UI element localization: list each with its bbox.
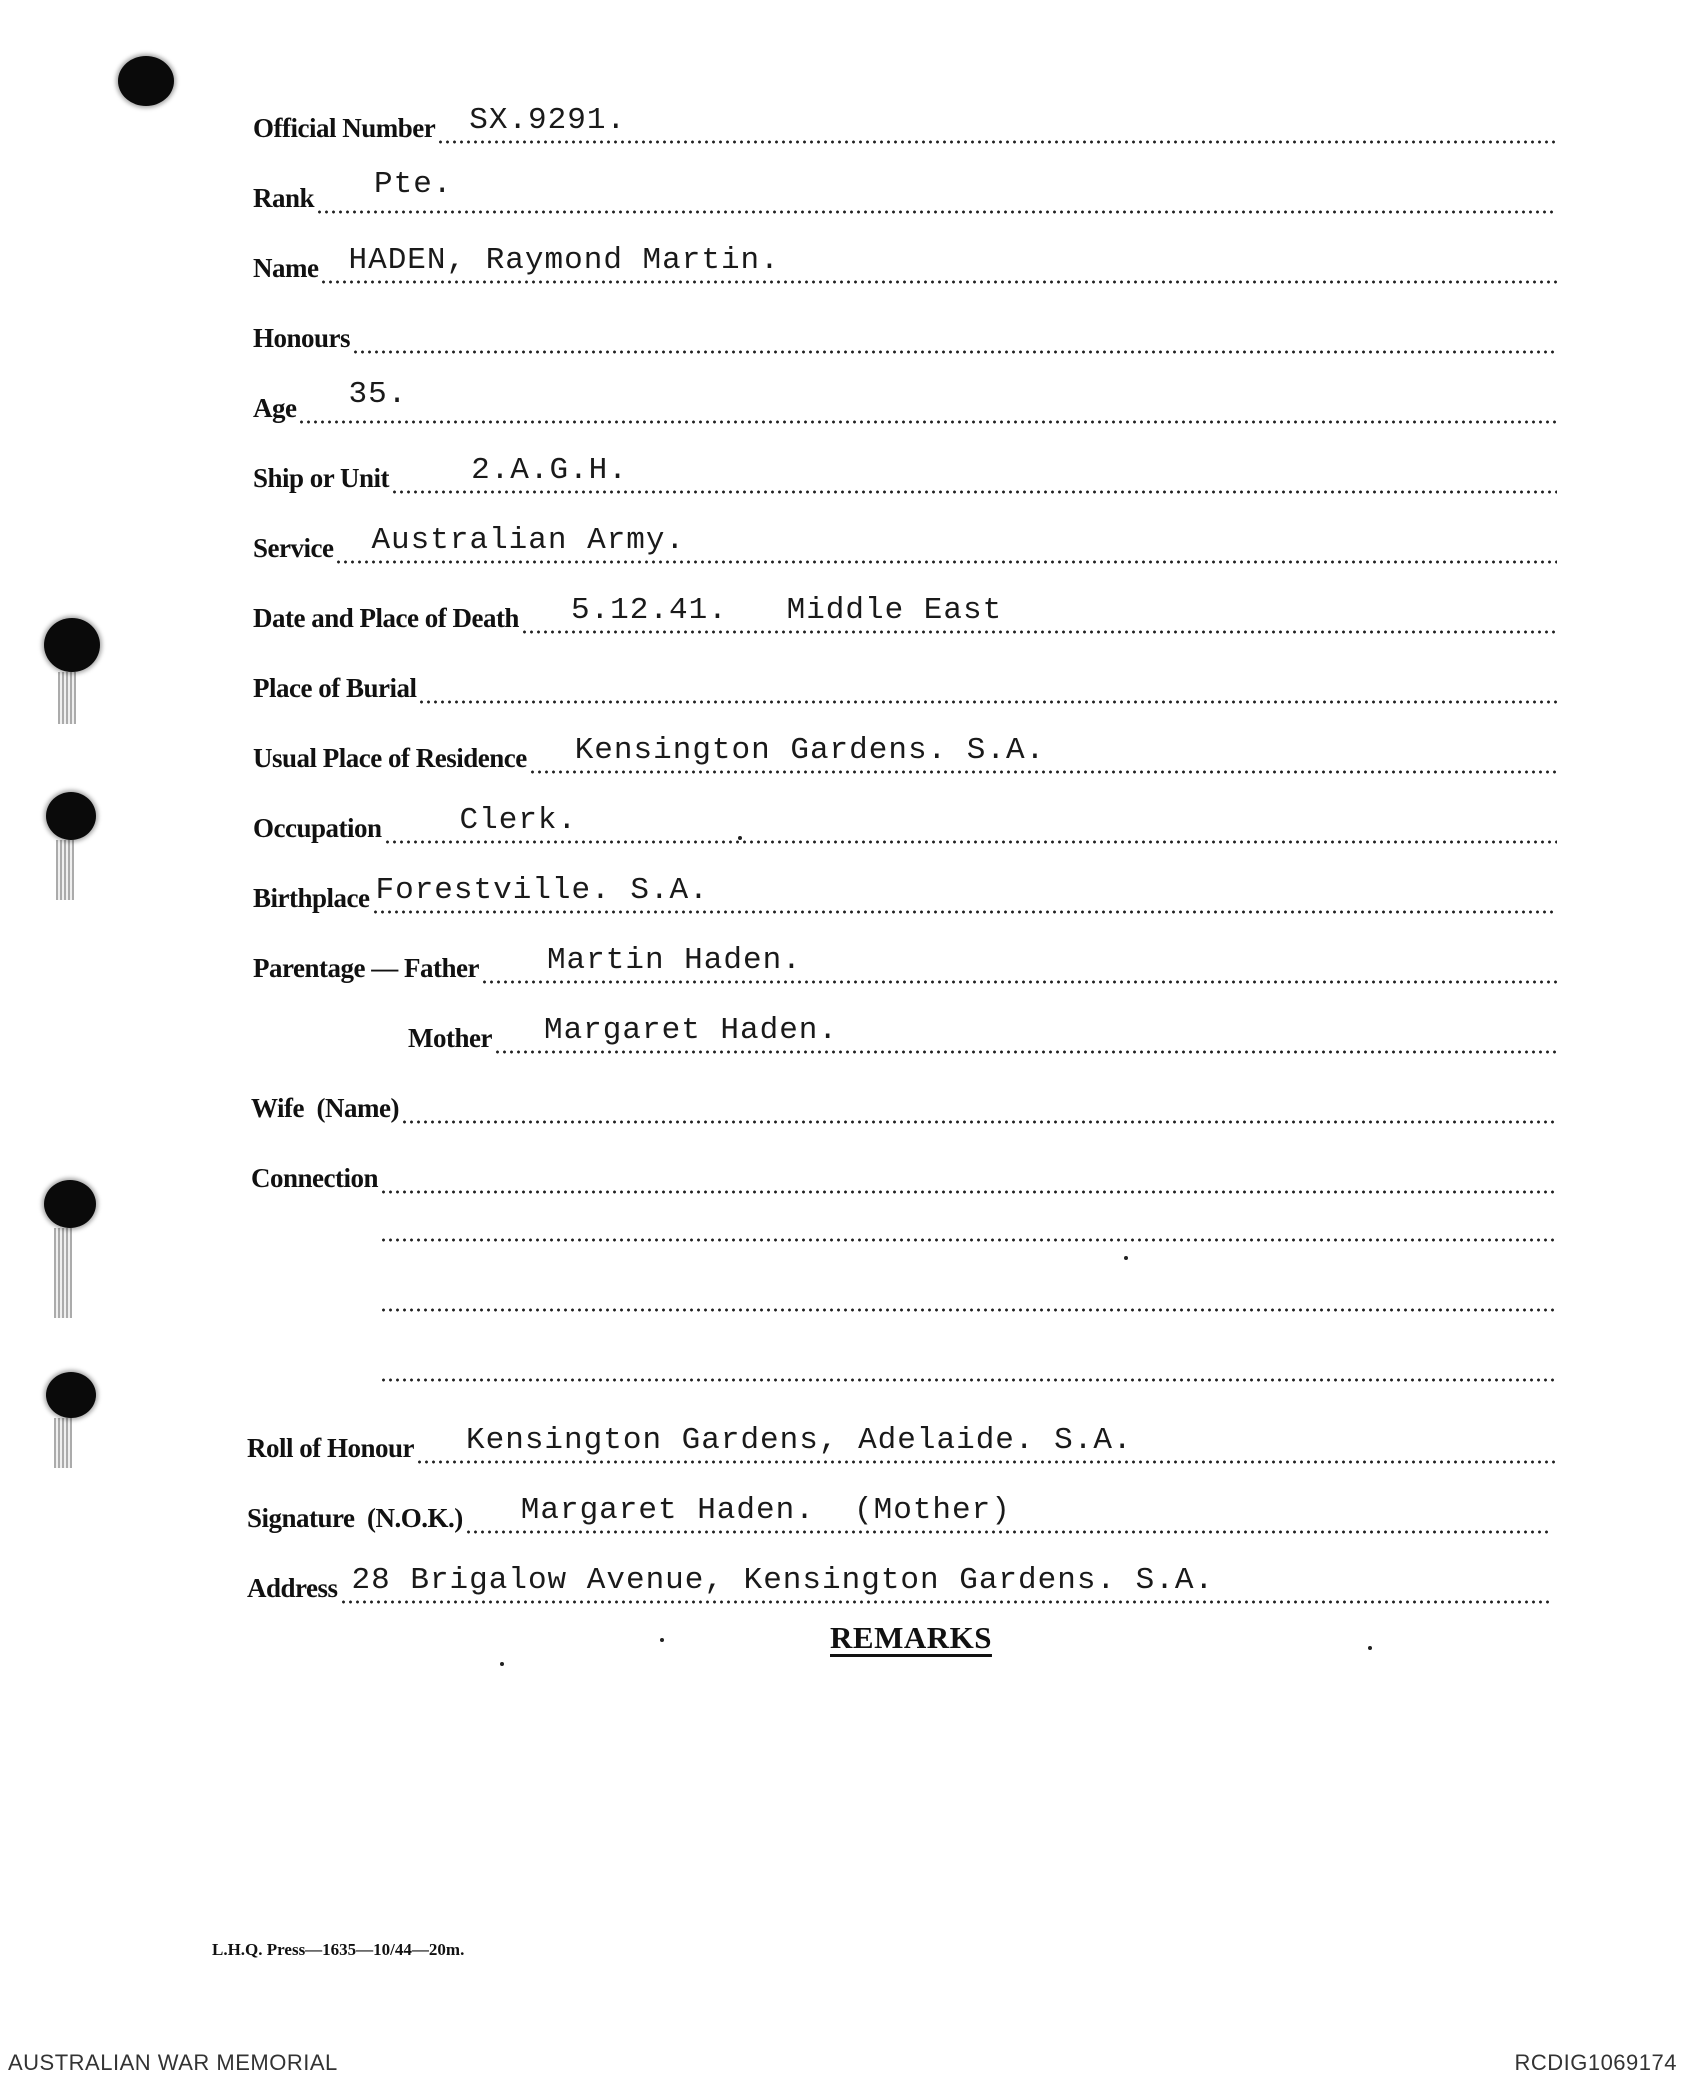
speck: [738, 836, 742, 840]
usual-residence-value: Kensington Gardens. S.A.: [574, 733, 1046, 768]
official-number-field: [437, 92, 1557, 148]
punch-hole-4-streak: [54, 1228, 72, 1318]
row-signature: [247, 1482, 1551, 1538]
dotted-line: [380, 1190, 1557, 1194]
rank-field: [316, 162, 1557, 218]
rank-value: Pte.: [374, 167, 453, 202]
row-wife: [251, 1072, 1557, 1128]
row-date-place-death: [253, 582, 1557, 638]
dotted-line: [465, 1530, 1551, 1534]
signature-label: Signature (N.O.K.): [247, 1503, 463, 1533]
ship-or-unit-value: 2.A.G.H.: [471, 453, 628, 488]
row-ship-or-unit: [253, 442, 1557, 498]
row-address: [247, 1552, 1551, 1608]
punch-hole-3-streak: [56, 840, 74, 900]
honours-field: [352, 302, 1557, 358]
row-name: [253, 232, 1557, 288]
row-age: [253, 372, 1557, 428]
birthplace-label: Birthplace: [253, 883, 370, 913]
speck: [660, 1638, 664, 1642]
punch-hole-2: [44, 618, 100, 672]
punch-hole-3: [46, 792, 96, 840]
name-value: HADEN, Raymond Martin.: [348, 243, 780, 278]
father-label: Parentage — Father: [253, 953, 479, 983]
row-occupation: [253, 792, 1557, 848]
date-place-death-label: Date and Place of Death: [253, 603, 519, 633]
service-value: Australian Army.: [371, 523, 686, 558]
row-official-number: [253, 92, 1557, 148]
dotted-line: [372, 910, 1558, 914]
dotted-line: [380, 1238, 1557, 1242]
row-roll-of-honour: [247, 1412, 1557, 1468]
row-mother: [408, 1002, 1557, 1058]
row-connection: [251, 1142, 1557, 1198]
father-field: [481, 932, 1557, 988]
dotted-line: [352, 350, 1557, 354]
ship-or-unit-field: [391, 442, 1557, 498]
birthplace-field: [372, 862, 1558, 918]
punch-hole-5: [46, 1372, 96, 1418]
dotted-line: [298, 420, 1557, 424]
row-usual-residence: [253, 722, 1557, 778]
dotted-line: [416, 1460, 1557, 1464]
row-birthplace: [253, 862, 1557, 918]
signature-value: Margaret Haden. (Mother): [520, 1493, 1011, 1528]
place-of-burial-field: [418, 652, 1557, 708]
age-field: [298, 372, 1557, 428]
official-number-label: Official Number: [253, 113, 436, 143]
dotted-line: [481, 980, 1557, 984]
punch-hole-2-streak: [58, 672, 76, 724]
dotted-line: [494, 1050, 1557, 1054]
wife-label: Wife (Name): [251, 1093, 399, 1123]
connection-label: Connection: [251, 1163, 379, 1193]
blank-line-1: [380, 1226, 1557, 1246]
dotted-line: [391, 490, 1557, 494]
usual-residence-field: [529, 722, 1557, 778]
dotted-line: [418, 700, 1557, 704]
honours-label: Honours: [253, 323, 351, 353]
footer-archive-name: AUSTRALIAN WAR MEMORIAL: [8, 2050, 338, 2075]
dotted-line: [380, 1378, 1557, 1382]
name-field: [320, 232, 1557, 288]
speck: [1368, 1646, 1372, 1650]
age-value: 35.: [348, 377, 408, 412]
dotted-line: [521, 630, 1557, 634]
dotted-line: [340, 1600, 1551, 1604]
row-rank: [253, 162, 1557, 218]
dotted-line: [529, 770, 1557, 774]
date-place-death-field: [521, 582, 1557, 638]
dotted-line: [384, 840, 1557, 844]
birthplace-value: Forestville. S.A.: [375, 873, 709, 908]
rank-label: Rank: [253, 183, 315, 213]
occupation-label: Occupation: [253, 813, 382, 843]
punch-hole-5-streak: [54, 1418, 72, 1468]
mother-label: Mother: [408, 1023, 492, 1053]
row-father: [253, 932, 1557, 988]
remarks-heading: REMARKS: [830, 1620, 992, 1655]
roll-of-honour-field: [416, 1412, 1557, 1468]
blank-line-3: [380, 1366, 1557, 1386]
roll-of-honour-value: Kensington Gardens, Adelaide. S.A.: [466, 1423, 1133, 1458]
address-field: [340, 1552, 1551, 1608]
dotted-line: [380, 1308, 1557, 1312]
row-service: [253, 512, 1557, 568]
dotted-line: [316, 210, 1557, 214]
father-value: Martin Haden.: [546, 943, 802, 978]
speck: [1124, 1256, 1128, 1260]
connection-field: [380, 1142, 1557, 1198]
dotted-line: [335, 560, 1557, 564]
usual-residence-label: Usual Place of Residence: [253, 743, 527, 773]
age-label: Age: [253, 393, 297, 423]
row-place-of-burial: [253, 652, 1557, 708]
dotted-line: [437, 140, 1557, 144]
dotted-line: [320, 280, 1557, 284]
occupation-field: [384, 792, 1557, 848]
row-honours: [253, 302, 1557, 358]
service-field: [335, 512, 1557, 568]
punch-hole-4: [44, 1180, 96, 1228]
blank-line-2: [380, 1296, 1557, 1316]
dotted-line: [401, 1120, 1557, 1124]
press-mark: L.H.Q. Press—1635—10/44—20m.: [212, 1940, 465, 1959]
footer-record-id: RCDIG1069174: [1514, 2050, 1677, 2075]
address-value: 28 Brigalow Avenue, Kensington Gardens. S.A.: [351, 1563, 1215, 1598]
service-label: Service: [253, 533, 334, 563]
name-label: Name: [253, 253, 319, 283]
date-place-death-value: 5.12.41. Middle East: [570, 593, 1003, 628]
roll-of-honour-label: Roll of Honour: [247, 1433, 415, 1463]
occupation-value: Clerk.: [459, 803, 578, 838]
place-of-burial-label: Place of Burial: [253, 673, 417, 703]
mother-value: Margaret Haden.: [543, 1013, 839, 1048]
official-number-value: SX.9291.: [469, 103, 627, 138]
address-label: Address: [247, 1573, 338, 1603]
ship-or-unit-label: Ship or Unit: [253, 463, 390, 493]
wife-field: [401, 1072, 1557, 1128]
punch-hole-top: [118, 56, 174, 106]
signature-field: [465, 1482, 1551, 1538]
mother-field: [494, 1002, 1557, 1058]
speck: [500, 1662, 504, 1666]
